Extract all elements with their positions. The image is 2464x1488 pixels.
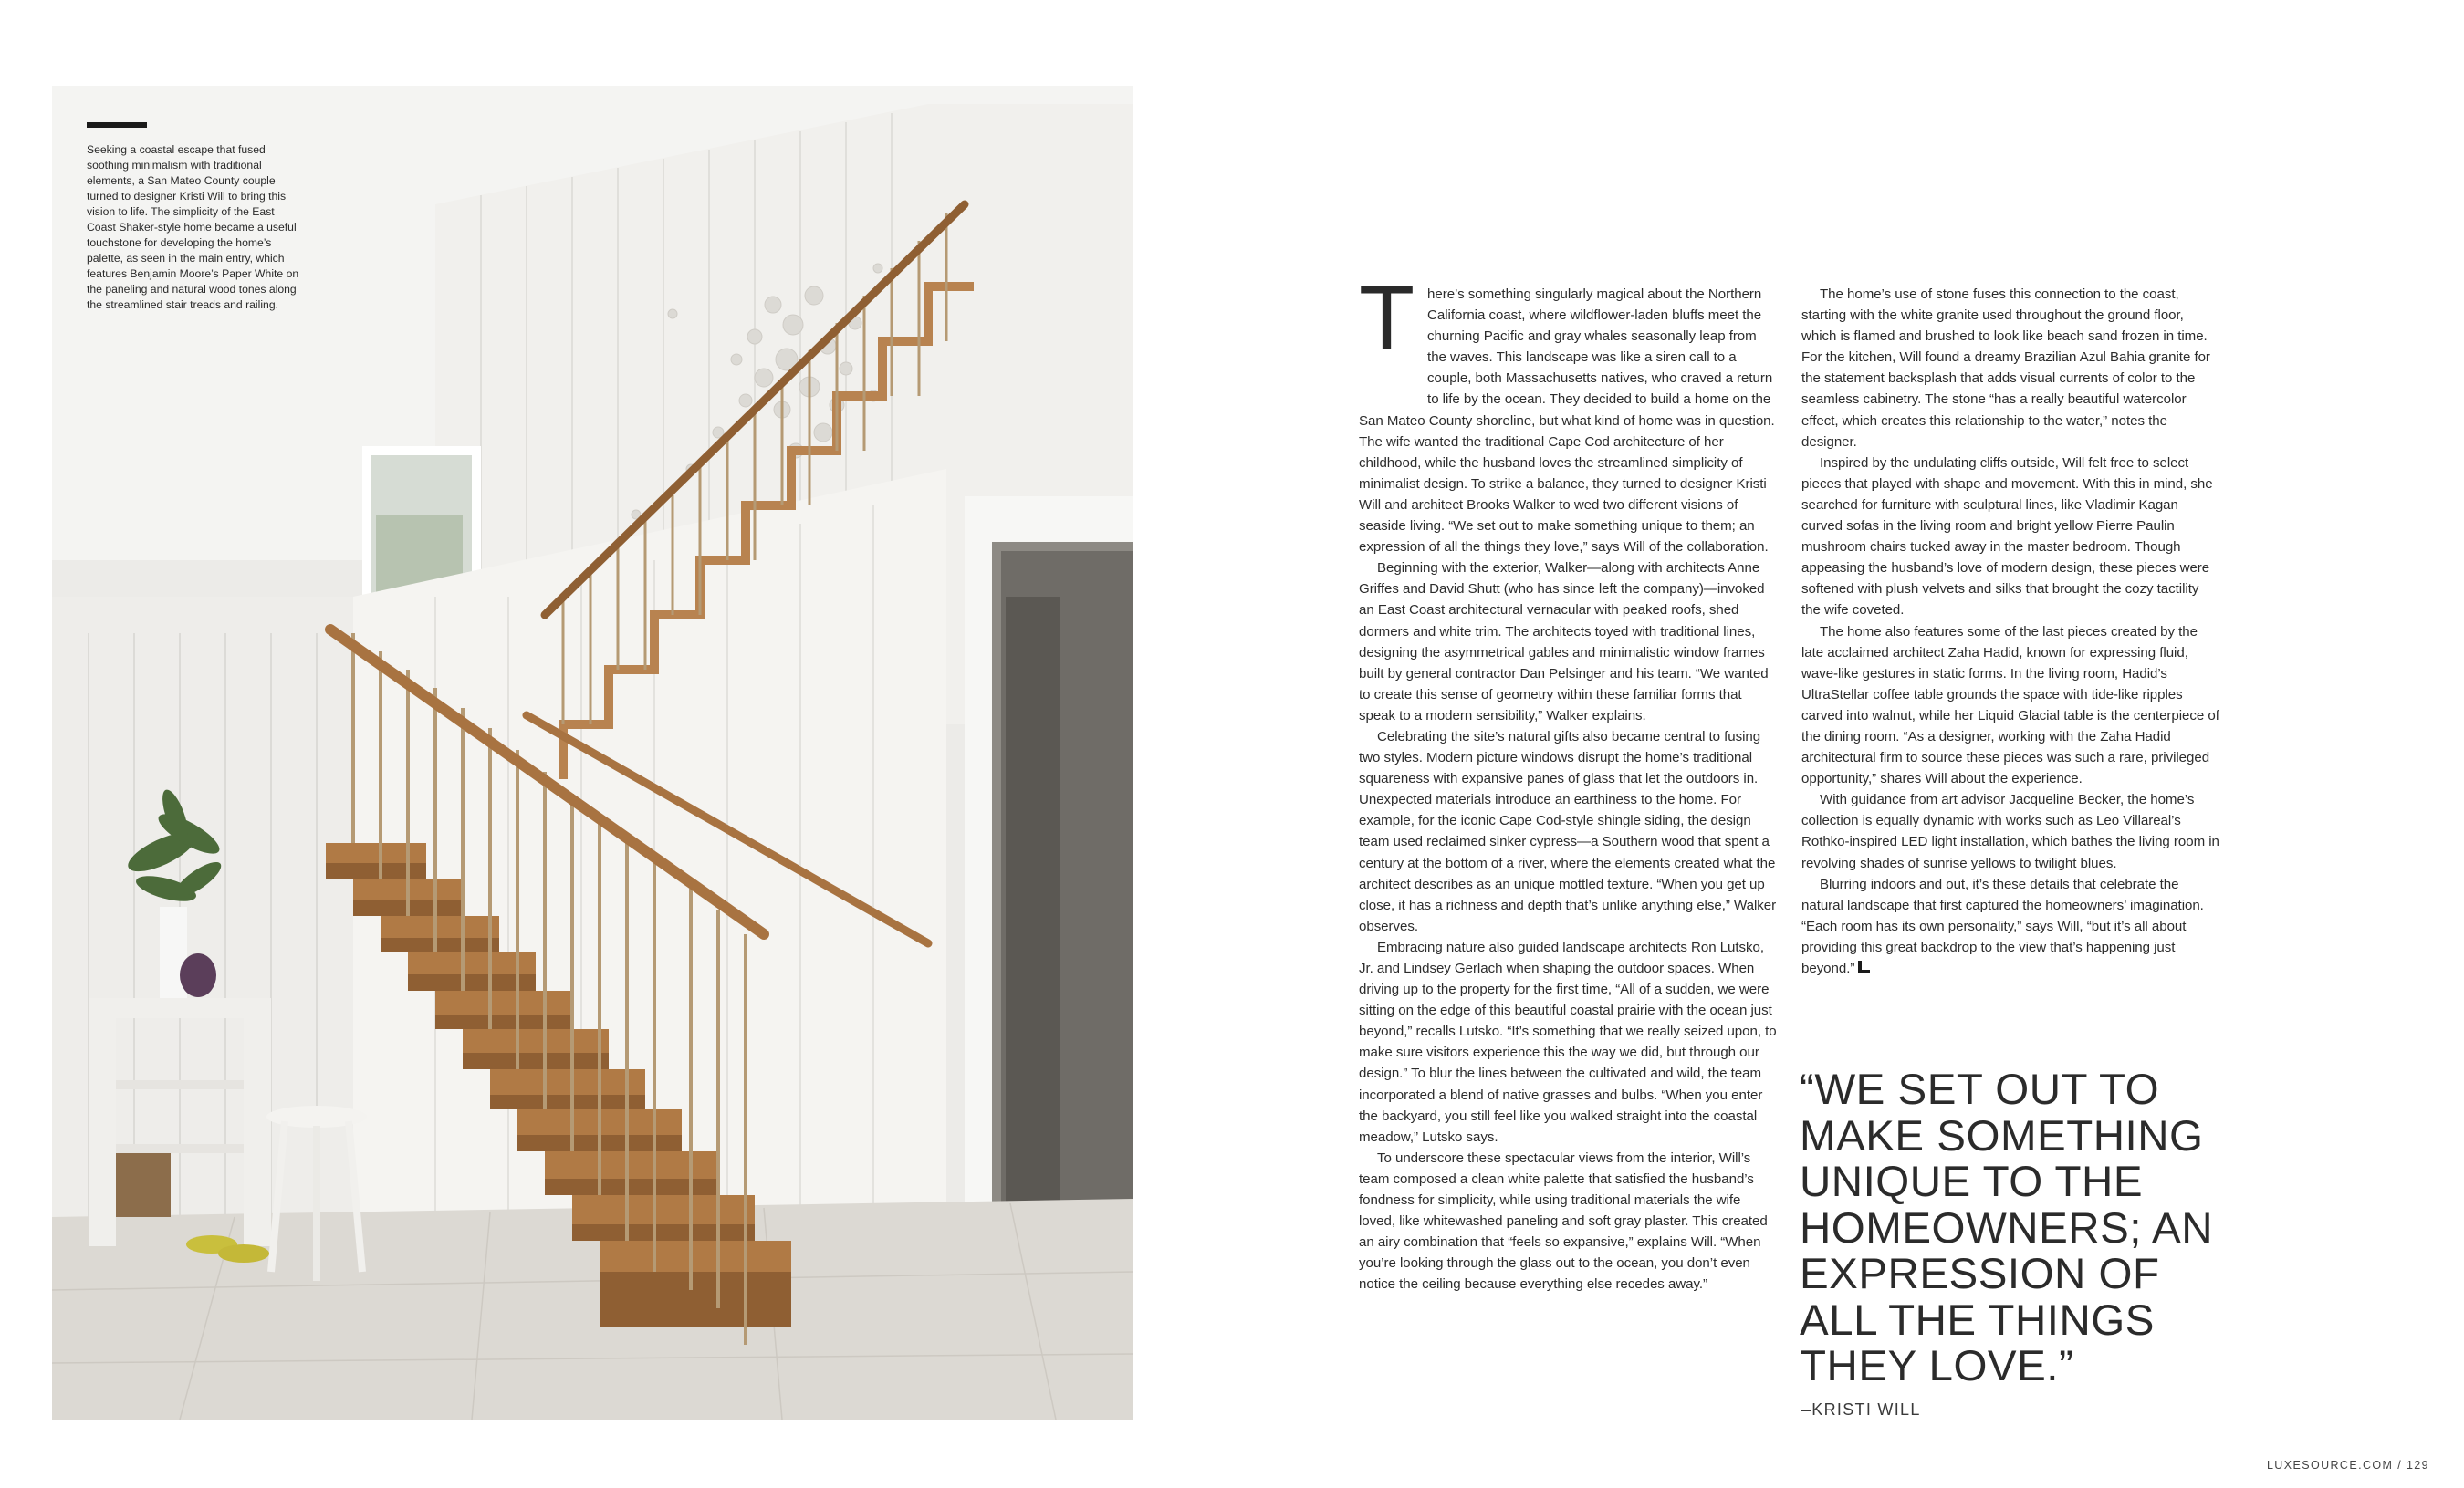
article-paragraph: With guidance from art advisor Jacqueline Becker, the home’s collection is equally dynamic with works such as Leo Villareal’s Rothko-inspired LED light installation, which bathes the living room in revolving shades of sunrise yellows to twilight blues. — [1801, 792, 2219, 871]
article-paragraph: Beginning with the exterior, Walker—along with architects Anne Griffes and David Shutt (who has since left the company)—invoked an East Coast architectural vernacular with peaked roofs, shed dormers and white trim. The architects toyed with traditional lines, designing the asymmetrical gables and minimalistic window frames built by general contractor Dan Pelsinger and his team. “We wanted to create this sense of geometry within these familiar forms that speak to a modern sensibility,” Walker explains. — [1359, 560, 1769, 723]
article-paragraph: Embracing nature also guided landscape architects Ron Lutsko, Jr. and Lindsey Gerlach when shaping the outdoor spaces. When driving up to the property for the first time, “All of a sudden, we were sitting on the edge of this beautiful coastal prairie with the ocean just beyond,” recalls Lutsko. “It’s something that we really seized upon, to make sure visitors experience this the way we did, but through our design.” To blur the lines between the cultivated and wild, the team incorporated a blend of native grasses and bulbs. “When you enter the backyard, you still feel like you walked straight into the coastal meadow,” Lutsko says. — [1359, 939, 1777, 1145]
end-mark-icon — [1858, 961, 1870, 973]
article-paragraph: Inspired by the undulating cliffs outside, Will felt free to select pieces that played with shape and movement. With this in mind, she searched for furniture with sculptural lines, like Vladimir Kagan curved sofas in the living room and bright yellow Pierre Paulin mushroom chairs tucked away in the master bedroom. Though appeasing the husband’s love of modern design, these pieces were softened with plush velvets and silks that brought the cozy tactility the wife coveted. — [1801, 454, 2213, 619]
paragraph-text: here’s something singularly magical about the Northern California coast, where wildflower-laden bluffs meet the churning Pacific and gray whales seasonally leap from the waves. This landscape was like a siren call to a couple, both Massachusetts natives, who craved a return to life by the ocean. They decided to build a home on the San Mateo County shoreline, but what kind of home was in question. The wife wanted the traditional Cape Cod architecture of her childhood, while the husband loves the streamlined simplicity of minimalist design. To strike a balance, they turned to designer Kristi Will and architect Brooks Walker to wed two different visions of seaside living. “We set out to make something unique to them; an expression of all the things they love,” says Will of the collaboration. — [1359, 286, 1775, 556]
article-paragraph: The home also features some of the last pieces created by the late acclaimed architect Zaha Hadid, known for expressing fluid, wave-like gestures in static forms. In the living room, Hadid’s UltraStellar coffee table grounds the space with tide-like ripples carved into walnut, while her Liquid Glacial table is the centerpiece of the dining room. “As a designer, working with the Zaha Hadid architectural firm to source these pieces was such a rare, privileged opportunity,” shares Will about the experience. — [1801, 623, 2219, 787]
article-column-2 — [1801, 284, 2219, 979]
article-paragraph: The home’s use of stone fuses this connection to the coast, starting with the white granite used throughout the ground floor, which is flamed and brushed to look like beach sand frozen in time. For the kitchen, Will found a dreamy Brazilian Azul Bahia granite for the statement backsplash that adds visual currents of color to the seamless cabinetry. The stone “has a really beautiful watercolor effect, which creates this relationship to the water,” notes the designer. — [1801, 286, 2210, 450]
caption-rule — [87, 122, 147, 128]
article-paragraph: Celebrating the site’s natural gifts also became central to fusing two styles. Modern picture windows disrupt the home’s traditional squareness with expansive panes of glass that let the outdoors in. Unexpected materials introduce an earthiness to the home. For example, for the iconic Cape Cod-style shingle siding, the design team used reclaimed sinker cypress—a Southern wood that spent a century at the bottom of a river, where the elements created what the architect describes as an unique mottled texture. “When you get up close, it has a richness and depth that’s unlike anything else,” Walker observes. — [1359, 728, 1777, 934]
article-column-1 — [1359, 267, 1777, 1295]
article-paragraph: To underscore these spectacular views from the interior, Will’s team composed a clean white palette that satisfied the husband’s fondness for simplicity, while using traditional materials the wife loved, like whitewashed paneling and soft gray plaster. This created an airy combination that “feels so expansive,” explains Will. “When you’re looking through the glass out to the ocean, you don’t even notice the ceiling because everything else recedes away.” — [1359, 1150, 1768, 1293]
pull-quote: “WE SET OUT TO MAKE SOMETHING UNIQUE TO THE HOMEOWNERS; AN EXPRESSION OF ALL THE THINGS THEY LOVE.” — [1800, 1066, 2214, 1390]
photo-caption: Seeking a coastal escape that fused soothing minimalism with traditional elements, a San Mateo County couple turned to designer Kristi Will to bring this vision to life. The simplicity of the East Coast Shaker-style home became a useful touchstone for developing the home’s palette, as seen in the main entry, which features Benjamin Moore’s Paper White on the paneling and natural wood tones along the streamlined stair treads and railing. — [87, 143, 299, 311]
page-folio: LUXESOURCE.COM / 129 — [2266, 1459, 2429, 1472]
paragraph-text: Blurring indoors and out, it’s these details that celebrate the natural landscape that first captured the homeowners’ imagination. “Each room has its own personality,” says Will, “but it’s all about providing this great backdrop to the view that’s happening just beyond.” — [1801, 876, 2204, 976]
drop-cap: T — [1359, 267, 1415, 369]
pull-quote-attribution: –KRISTI WILL — [1801, 1400, 1921, 1419]
article-paragraph — [1359, 267, 1777, 557]
article-paragraph — [1801, 874, 2219, 979]
